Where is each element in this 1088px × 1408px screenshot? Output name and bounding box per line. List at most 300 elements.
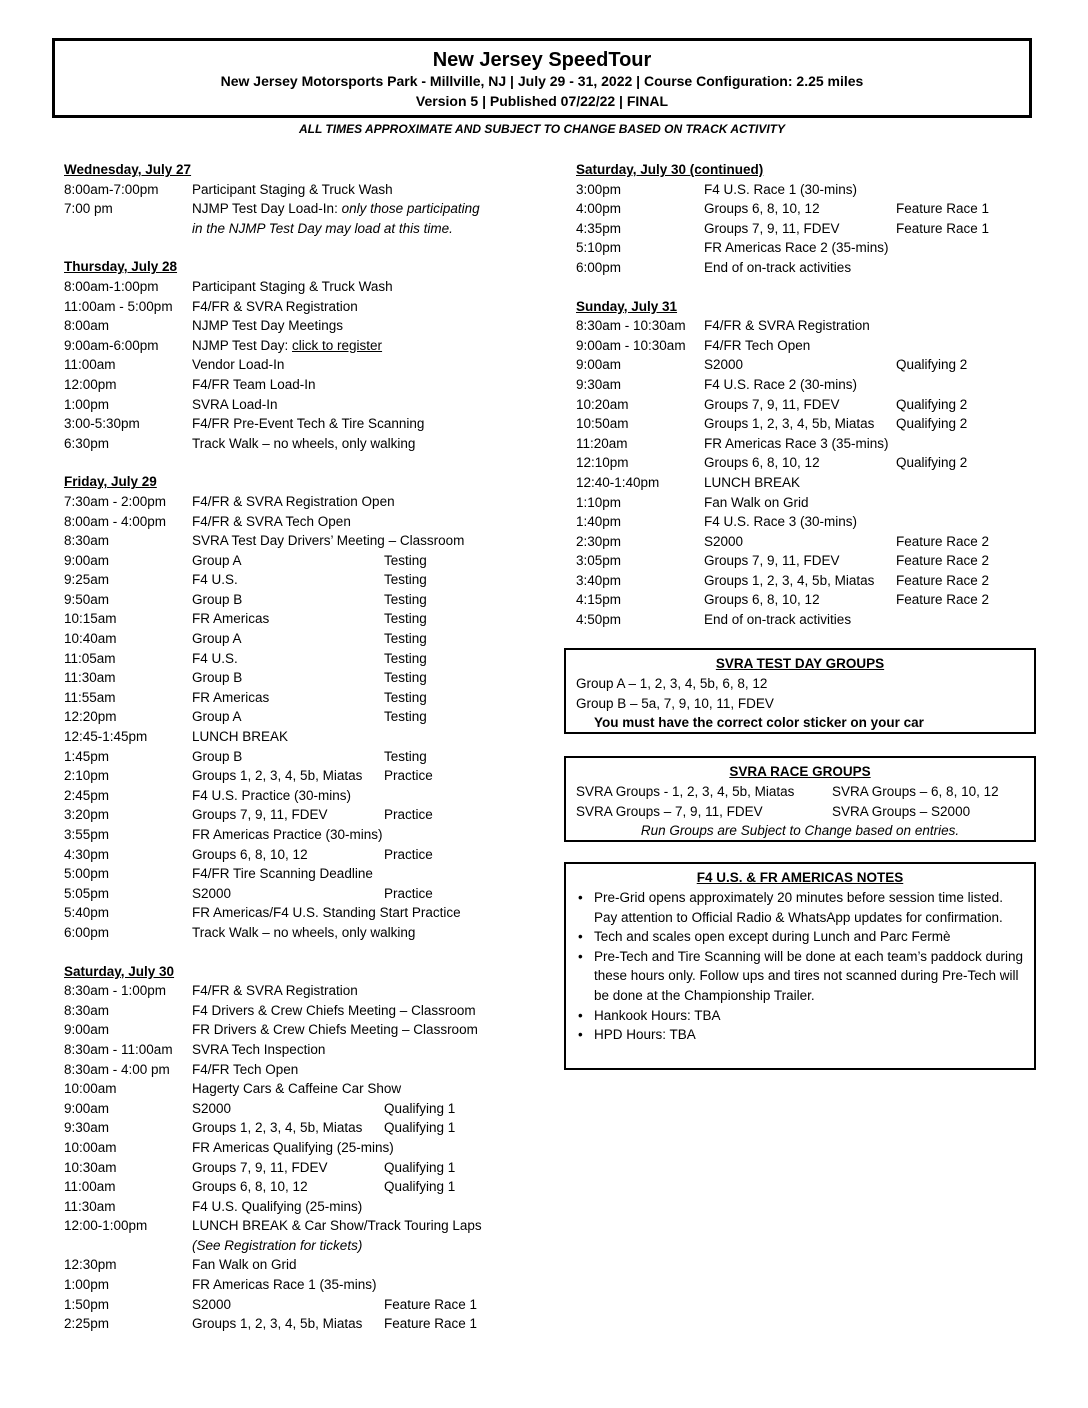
session-activity [704,199,820,219]
activity-text: Group B [192,670,243,686]
session-time: 9:50am [64,591,110,607]
activity-text: Group B [192,748,243,764]
note-item [576,888,1024,927]
schedule-row [64,316,534,336]
schedule-row [64,570,534,590]
page-title: New Jersey SpeedTour [432,49,652,71]
group-a-line: Group A – 1, 2, 3, 4, 5b, 6, 8, 12 [576,676,768,691]
schedule-row [576,571,1046,591]
activity-text: F4/FR Pre-Event Tech & Tire Scanning [192,416,425,432]
session-activity [704,493,809,513]
session-time: 11:05am [64,650,116,666]
session-activity [192,590,242,610]
note-item [576,1025,1024,1045]
session-time: 9:00am-6:00pm [64,337,159,353]
session-activity [192,1314,362,1334]
session-activity [192,297,358,317]
session-activity [192,336,382,356]
session-activity [192,551,242,571]
note-text: Pre-Tech and Tire Scanning will be done at each team’s paddock during these hours only. Follow ups and tires not scanned during Pre-Tech will be done at the Championship Trailer. [594,948,1024,1003]
session-activity [192,316,343,336]
session-time: 10:30am [64,1159,117,1175]
session-type: Qualifying 2 [896,455,968,471]
session-activity [192,219,453,239]
activity-text: F4 U.S. Qualifying (25-mins) [192,1198,363,1214]
activity-text: F4/FR & SVRA Registration Open [192,493,395,509]
session-time: 4:50pm [576,612,622,628]
session-time: 10:20am [576,396,629,412]
session-type: Testing [384,591,427,607]
race-groups-row-1 [566,782,1034,802]
activity-note: (See Registration for tickets) [192,1237,363,1253]
session-activity [704,473,800,493]
session-type: Testing [384,689,427,705]
session-time: 8:30am - 11:00am [64,1041,173,1057]
activity-text: F4/FR & SVRA Registration [704,318,870,334]
schedule-row [64,727,534,747]
schedule-row [576,375,1046,395]
schedule-row [64,649,534,669]
session-activity [192,1099,231,1119]
session-time: 3:05pm [576,553,622,569]
notes-list [566,888,1034,1049]
session-time: 4:35pm [576,220,622,236]
schedule-row [576,551,1046,571]
session-activity [192,395,278,415]
activity-text: Groups 6, 8, 10, 12 [192,1179,308,1195]
session-activity [192,1040,325,1060]
activity-text: Groups 7, 9, 11, FDEV [704,553,840,569]
session-time: 5:05pm [64,885,110,901]
session-type: Testing [384,572,427,588]
activity-text: FR Americas [192,689,270,705]
session-time: 8:30am [64,1002,110,1018]
session-time: 12:00-1:00pm [64,1218,148,1234]
schedule-row [64,629,534,649]
session-type: Feature Race 1 [384,1296,478,1312]
session-activity [704,395,840,415]
schedule-row [64,180,534,200]
session-time: 8:30am - 1:00pm [64,983,167,999]
session-activity [192,845,308,865]
session-time: 6:00pm [576,259,622,275]
schedule-row [64,1255,534,1275]
activity-text: F4 U.S. Race 3 (30-mins) [704,514,858,530]
activity-text: Groups 6, 8, 10, 12 [704,455,820,471]
session-activity [192,1001,476,1021]
note-item [576,1006,1024,1026]
box-title: F4 U.S. & FR AMERICAS NOTES [696,870,904,885]
session-type: Feature Race 2 [896,572,990,588]
schedule-row [64,766,534,786]
activity-text: S2000 [704,533,744,549]
session-activity [192,786,351,806]
session-activity [192,1020,478,1040]
activity-text: Groups 6, 8, 10, 12 [704,201,820,217]
session-type: Qualifying 2 [896,416,968,432]
session-time: 11:55am [64,689,116,705]
schedule-row [576,610,1046,630]
activity-text: Groups 7, 9, 11, FDEV [704,396,840,412]
activity-text: SVRA Load-In [192,396,278,412]
session-type: Testing [384,709,427,725]
schedule-row [576,238,1046,258]
schedule-row [64,609,534,629]
session-activity [704,571,874,591]
session-time: 8:30am [64,533,110,549]
disclaimer: ALL TIMES APPROXIMATE AND SUBJECT TO CHANGE BASED ON TRACK ACTIVITY [298,122,786,136]
race-group: SVRA Groups - 1, 2, 3, 4, 5b, Miatas [576,784,795,799]
activity-text: F4 U.S. [192,650,238,666]
session-time: 8:00am-7:00pm [64,181,159,197]
activity-text: Track Walk – no wheels, only walking [192,435,416,451]
activity-text: S2000 [192,1100,232,1116]
session-type: Testing [384,650,427,666]
session-activity [192,355,284,375]
schedule-row [576,219,1046,239]
schedule-left-column [64,160,534,1353]
schedule-row [64,668,534,688]
bullet-icon: • [578,929,583,945]
schedule-row [64,981,534,1001]
session-activity [704,610,851,630]
session-activity [192,414,424,434]
schedule-row [64,1060,534,1080]
session-activity [704,355,743,375]
session-activity [192,277,393,297]
session-time: 4:30pm [64,846,110,862]
session-activity [192,688,269,708]
schedule-row [64,551,534,571]
activity-text: FR Drivers & Crew Chiefs Meeting – Classroom [192,1022,478,1038]
activity-text: Groups 6, 8, 10, 12 [192,846,308,862]
session-time: 2:30pm [576,533,622,549]
session-activity [704,532,743,552]
session-time: 3:40pm [576,572,622,588]
activity-text: S2000 [704,357,744,373]
session-time: 7:30am - 2:00pm [64,493,167,509]
schedule-row [64,395,534,415]
session-time: 4:15pm [576,592,622,608]
run-groups-note: Run Groups are Subject to Change based on entries. [640,823,960,839]
session-type: Qualifying 1 [384,1100,456,1116]
session-time: 10:00am [64,1139,117,1155]
schedule-row [64,1040,534,1060]
session-activity [704,434,889,454]
session-time: 10:50am [576,416,629,432]
activity-text: S2000 [192,1296,232,1312]
day-title: Wednesday, July 27 [64,162,192,177]
session-activity [192,1275,377,1295]
activity-text: FR Americas Race 3 (35-mins) [704,435,889,451]
session-activity [192,805,328,825]
box-title: SVRA RACE GROUPS [729,764,871,779]
session-activity [192,668,242,688]
session-activity [192,375,316,395]
session-activity [192,747,242,767]
activity-text: Groups 1, 2, 3, 4, 5b, Miatas [704,572,875,588]
schedule-row [576,180,1046,200]
session-type: Feature Race 1 [896,201,990,217]
schedule-row [64,903,534,923]
schedule-row [64,512,534,532]
schedule-row [64,1020,534,1040]
race-group: SVRA Groups – 6, 8, 10, 12 [832,784,999,799]
session-time: 8:30am - 4:00 pm [64,1061,170,1077]
session-time: 3:55pm [64,827,110,842]
schedule-row [64,1001,534,1021]
schedule-row [576,199,1046,219]
session-activity [192,707,242,727]
schedule-row [576,453,1046,473]
schedule-row [64,786,534,806]
session-activity [192,180,393,200]
session-type: Feature Race 1 [896,220,990,236]
schedule-right-column [576,160,1046,649]
session-activity [704,219,840,239]
activity-text: Group A [192,552,242,568]
activity-text: Groups 1, 2, 3, 4, 5b, Miatas [192,1120,363,1136]
activity-text: F4/FR Team Load-In [192,376,316,392]
schedule-row [576,493,1046,513]
session-time: 11:00am [64,357,116,373]
session-time: 9:25am [64,572,110,588]
activity-text: SVRA Tech Inspection [192,1041,326,1057]
activity-text: F4/FR & SVRA Registration [192,983,358,999]
session-time: 11:20am [576,435,628,451]
activity-text: S2000 [192,885,232,901]
session-activity [192,629,242,649]
activity-text: F4 U.S. Race 2 (30-mins) [704,376,858,392]
session-activity [192,1216,482,1236]
session-type: Feature Race 2 [896,533,990,549]
schedule-row [64,884,534,904]
session-time: 2:45pm [64,787,110,803]
schedule-row [64,1177,534,1197]
schedule-row [64,1118,534,1138]
race-group: SVRA Groups – 7, 9, 11, FDEV [576,803,763,819]
schedule-row [64,336,534,356]
session-activity [704,590,820,610]
session-activity [192,512,351,532]
activity-text: F4 Drivers & Crew Chiefs Meeting – Classroom [192,1002,476,1018]
bullet-icon: • [578,1027,583,1043]
activity-text: Group B [192,591,243,607]
session-time: 8:00am-1:00pm [64,278,159,294]
schedule-row [64,1197,534,1217]
session-activity [192,864,373,884]
activity-text: SVRA Test Day Drivers’ Meeting – Classroom [192,533,465,549]
day-section-wednesday-july-27 [64,160,534,238]
activity-text: Track Walk – no wheels, only walking [192,924,416,940]
schedule-row [64,1099,534,1119]
activity-text: F4/FR Tech Open [704,337,811,353]
schedule-row [576,512,1046,532]
session-type: Testing [384,748,427,764]
session-time: 3:00pm [576,181,622,197]
activity-text: Group A [192,709,242,725]
session-type: Testing [384,670,427,686]
session-type: Qualifying 2 [896,396,968,412]
activity-text: Vendor Load-In [192,357,285,373]
day-title: Thursday, July 28 [64,259,178,275]
schedule-row [576,316,1046,336]
session-activity [192,1158,328,1178]
activity-text: FR Americas Race 1 (35-mins) [192,1277,377,1293]
bullet-icon: • [578,1007,583,1023]
schedule-row [64,707,534,727]
session-time: 2:25pm [64,1316,110,1332]
activity-text: Participant Staging & Truck Wash [192,181,393,197]
day-section-friday-july-29 [64,472,534,942]
session-activity [704,180,857,200]
schedule-row [64,590,534,610]
activity-text: FR Americas [192,611,270,627]
schedule-row [64,825,534,845]
session-time: 5:00pm [64,866,110,882]
session-time: 12:10pm [576,455,629,471]
session-time: 11:00am - 5:00pm [64,298,173,314]
session-type: Qualifying 1 [384,1179,456,1195]
session-activity [192,492,395,512]
schedule-row [576,395,1046,415]
session-time: 12:20pm [64,709,117,725]
register-link[interactable]: click to register [292,337,383,353]
session-activity [192,903,461,923]
header-box [52,38,1032,118]
schedule-row [64,805,534,825]
session-type: Testing [384,611,427,627]
session-activity [192,1255,297,1275]
note-text: Pre-Grid opens approximately 20 minutes before session time listed. Pay attention to Official Radio & WhatsApp updates for confirmation. [594,890,1003,925]
session-activity [192,570,238,590]
session-activity [704,238,889,258]
schedule-row [64,1138,534,1158]
activity-text: Groups 7, 9, 11, FDEV [192,1159,328,1175]
activity-text: Groups 1, 2, 3, 4, 5b, Miatas [192,1316,363,1332]
schedule-row [64,434,534,454]
session-type: Qualifying 1 [384,1120,456,1136]
session-time: 2:10pm [64,768,110,784]
session-time: 12:30pm [64,1257,117,1273]
svra-test-day-groups-box [564,648,1036,734]
activity-text: Groups 1, 2, 3, 4, 5b, Miatas [704,416,875,432]
activity-text: FR Americas Practice (30-mins) [192,827,383,842]
session-time: 9:00am [64,1100,110,1116]
activity-note: in the NJMP Test Day may load at this time. [192,220,453,236]
activity-text: F4/FR Tech Open [192,1061,299,1077]
activity-text: LUNCH BREAK [192,729,289,745]
schedule-row [64,531,534,551]
session-time: 8:00am [64,318,110,334]
day-section-saturday-july-30 [64,962,534,1334]
schedule-row [576,414,1046,434]
session-activity [192,1236,362,1256]
schedule-row [576,532,1046,552]
session-activity [192,884,231,904]
session-activity [704,512,857,532]
sticker-note: You must have the correct color sticker on your car [594,715,924,731]
session-time: 12:00pm [64,376,117,392]
schedule-row [64,747,534,767]
schedule-row [64,923,534,943]
session-activity [704,316,870,336]
session-activity [192,1197,362,1217]
svra-race-groups-box [564,756,1036,842]
session-time: 11:30am [64,670,116,686]
bullet-icon: • [578,948,583,964]
session-activity [192,1079,401,1099]
schedule-row [576,473,1046,493]
session-type: Practice [384,807,433,823]
session-activity [192,1060,298,1080]
note-item [576,927,1024,947]
f4-fr-notes-box [564,862,1036,1070]
session-time: 1:00pm [64,1277,110,1293]
day-section-sunday-july-31 [576,297,1046,630]
schedule-row [64,1216,534,1236]
schedule-row [64,1314,534,1334]
session-type: Qualifying 1 [384,1159,456,1175]
session-activity [192,199,480,219]
session-type: Feature Race 2 [896,592,990,608]
day-section-saturday-july-30-continued [576,160,1046,278]
activity-text: F4/FR & SVRA Registration [192,298,358,314]
note-text: Hankook Hours: TBA [594,1007,721,1023]
group-b-line: Group B – 5a, 7, 9, 10, 11, FDEV [576,695,774,711]
session-time: 1:10pm [576,494,622,510]
session-activity [192,531,464,551]
schedule-row [64,1236,534,1256]
day-section-thursday-july-28 [64,257,534,453]
session-time: 12:45-1:45pm [64,729,148,745]
session-type: Qualifying 2 [896,357,968,373]
activity-text: Group A [192,631,242,647]
schedule-row [64,219,534,239]
session-activity [704,258,851,278]
session-time: 7:00 pm [64,201,113,217]
session-type: Feature Race 1 [384,1316,478,1332]
schedule-row [576,434,1046,454]
activity-text: FR Americas/F4 U.S. Standing Start Practice [192,905,461,921]
day-title: Saturday, July 30 (continued) [576,162,764,177]
session-activity [704,551,840,571]
box-title: SVRA TEST DAY GROUPS [715,656,885,671]
session-time: 1:00pm [64,396,110,412]
schedule-row [576,336,1046,356]
note-item [576,947,1024,1006]
session-time: 9:30am [64,1120,110,1136]
session-activity [192,923,415,943]
session-type: Practice [384,846,433,862]
schedule-row [64,414,534,434]
activity-text: LUNCH BREAK [704,474,801,490]
event-details: New Jersey Motorsports Park - Millville, NJ | July 29 - 31, 2022 | Course Configuration: 2.25 miles [220,73,864,89]
activity-text: Groups 7, 9, 11, FDEV [192,807,328,823]
schedule-row [64,355,534,375]
activity-text: End of on-track activities [704,259,852,275]
session-activity [192,825,383,845]
note-text: HPD Hours: TBA [594,1027,696,1043]
activity-text: FR Americas Race 2 (35-mins) [704,240,889,256]
session-activity [192,766,362,786]
session-activity [192,727,288,747]
session-time: 10:15am [64,611,117,627]
schedule-row [64,1295,534,1315]
activity-text: F4 U.S. Race 1 (30-mins) [704,181,858,197]
race-groups-row-2 [566,802,1034,822]
session-activity [192,649,238,669]
